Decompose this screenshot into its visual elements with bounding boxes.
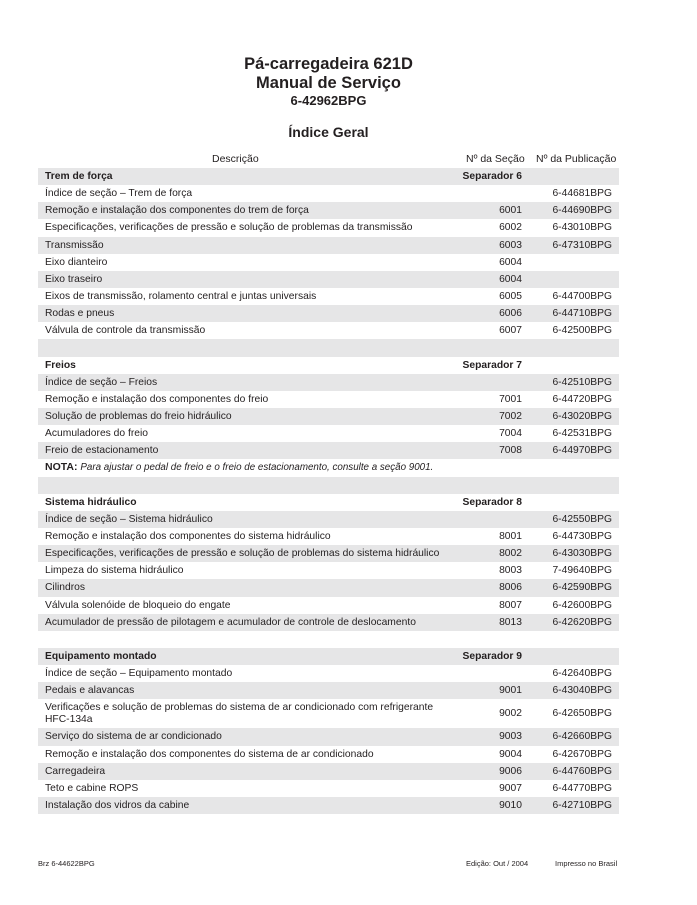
row-description: Acumulador de pressão de pilotagem e acumulador de controle de deslocamento [45,616,416,628]
row-section: 7008 [499,445,522,457]
row-section: 9010 [499,799,522,811]
row-section: 6004 [499,273,522,285]
row-publication: 6-42640BPG [552,668,612,680]
row-publication: 6-44720BPG [552,393,612,405]
table-row [38,219,619,236]
group-title: Sistema hidráulico [45,496,137,508]
row-section: 6004 [499,256,522,268]
row-section: 8003 [499,565,522,577]
column-header-publication: Nº da Publicação [536,153,617,165]
table-row [38,728,619,745]
table-row [38,746,619,763]
table-row [38,780,619,797]
table-row [38,545,619,562]
footer-document-code: Brz 6-44622BPG [38,859,95,868]
table-row [38,682,619,699]
row-description: Solução de problemas do freio hidráulico [45,410,232,422]
table-row [38,271,619,288]
row-publication: 6-42531BPG [552,428,612,440]
column-header-description: Descrição [212,153,259,165]
row-publication: 6-42600BPG [552,599,612,611]
row-publication: 6-42510BPG [552,376,612,388]
row-section: 6006 [499,308,522,320]
row-section: 6003 [499,239,522,251]
row-publication: 6-42650BPG [552,708,612,720]
row-publication: 6-44970BPG [552,445,612,457]
row-section: 9006 [499,765,522,777]
row-section: 9004 [499,748,522,760]
table-row [38,185,619,202]
row-publication: 6-42670BPG [552,748,612,760]
row-publication: 6-43030BPG [552,548,612,560]
row-description: Índice de seção – Equipamento montado [45,668,233,680]
row-section: 8007 [499,599,522,611]
table-row [38,699,619,728]
document-subtitle: Manual de Serviço [256,74,401,92]
row-publication: 6-43020BPG [552,410,612,422]
group-header-row [38,494,619,511]
row-publication: 6-42590BPG [552,582,612,594]
row-section: 7002 [499,410,522,422]
row-publication: 6-42660BPG [552,731,612,743]
footer-printed: Impresso no Brasil [555,859,618,868]
table-row [38,305,619,322]
row-description: Rodas e pneus [45,308,115,320]
row-publication: 6-42500BPG [552,325,612,337]
group-title: Trem de força [45,171,113,182]
table-row [38,511,619,528]
row-description [45,702,433,725]
row-description: Válvula de controle da transmissão [45,325,206,337]
row-section: 8013 [499,616,522,628]
row-publication: 6-44681BPG [552,188,612,200]
table-row [38,614,619,631]
group-header-row [38,648,619,665]
table-row [38,442,619,459]
row-description-line2: HFC-134a [45,713,93,725]
table-row [38,763,619,780]
row-description: Pedais e alavancas [45,685,135,697]
group-header-row [38,357,619,374]
spacer-row [38,631,619,648]
document-title: Pá-carregadeira 621D [244,55,413,73]
row-publication: 6-44770BPG [552,782,612,794]
row-publication: 6-44730BPG [552,530,612,542]
row-description: Remoção e instalação dos componentes do trem de força [45,205,309,217]
spacer-row [38,339,619,356]
group-separator: Separador 6 [462,171,522,182]
row-description: Eixos de transmissão, rolamento central e juntas universais [45,290,317,302]
row-publication: 6-47310BPG [552,239,612,251]
group-header-row [38,168,619,185]
row-section: 9001 [499,685,522,697]
group-title: Equipamento montado [45,650,157,662]
row-publication: 6-44700BPG [552,290,612,302]
table-row [38,288,619,305]
row-section: 9003 [499,731,522,743]
row-section: 9002 [499,708,522,720]
table-row [38,597,619,614]
row-description: Índice de seção – Freios [45,376,158,388]
row-description-line1: Verificações e solução de problemas do sistema de ar condicionado com refrigerante [45,702,434,714]
row-description: Especificações, verificações de pressão e solução de problemas do sistema hidráulico [45,548,440,560]
table-row [38,322,619,339]
row-section: 7001 [499,393,522,405]
row-publication: 6-42710BPG [552,799,612,811]
table-row [38,254,619,271]
row-section: 8002 [499,548,522,560]
row-publication: 6-44760BPG [552,765,612,777]
row-description: Remoção e instalação dos componentes do sistema de ar condicionado [45,748,374,760]
row-description: Carregadeira [45,765,106,777]
row-description: Acumuladores do freio [45,428,149,440]
row-publication: 6-42620BPG [552,616,612,628]
group-separator: Separador 8 [462,496,522,508]
row-description: Serviço do sistema de ar condicionado [45,731,222,743]
table-row [38,237,619,254]
document-title-block [0,55,657,108]
table-header [38,153,619,167]
row-description: Válvula solenóide de bloqueio do engate [45,599,231,611]
footer-edition: Edição: Out / 2004 [466,859,529,868]
row-description: Índice de seção – Sistema hidráulico [45,513,213,525]
row-description: Remoção e instalação dos componentes do sistema hidráulico [45,530,331,542]
note-row [38,459,619,476]
row-description: Eixo dianteiro [45,256,108,268]
table-row [38,391,619,408]
column-header-section: Nº da Seção [466,153,525,165]
row-publication: 6-44690BPG [552,205,612,217]
spacer-row [38,477,619,494]
row-description: Cilindros [45,582,86,594]
group-title: Freios [45,359,76,371]
document-number: 6-42962BPG [290,93,367,108]
table-row [38,408,619,425]
table-row [38,797,619,814]
row-section: 7004 [499,428,522,440]
row-publication: 6-43010BPG [552,222,612,234]
row-description: Instalação dos vidros da cabine [45,799,190,811]
row-publication: 6-42550BPG [552,513,612,525]
row-section: 8006 [499,582,522,594]
row-description: Transmissão [45,239,104,251]
table-row [38,528,619,545]
row-section: 9007 [499,782,522,794]
table-row [38,562,619,579]
index-title: Índice Geral [288,124,369,140]
row-description: Teto e cabine ROPS [45,782,139,794]
table-row [38,425,619,442]
note [45,459,433,476]
row-description: Remoção e instalação dos componentes do freio [45,393,269,405]
table-row [38,374,619,391]
row-publication: 7-49640BPG [552,565,612,577]
row-section: 6001 [499,205,522,217]
row-publication: 6-44710BPG [552,308,612,320]
row-description: Freio de estacionamento [45,445,159,457]
index-table [38,168,619,814]
row-publication: 6-43040BPG [552,685,612,697]
note-label: NOTA: [45,461,78,474]
note-text: Para ajustar o pedal de freio e o freio de estacionamento, consulte a seção 9001. [80,462,434,474]
row-description: Índice de seção – Trem de força [45,188,193,200]
row-section: 6002 [499,222,522,234]
table-row [38,579,619,596]
row-description: Eixo traseiro [45,273,103,285]
group-separator: Separador 9 [462,650,522,662]
row-section: 6005 [499,290,522,302]
row-section: 6007 [499,325,522,337]
row-description: Especificações, verificações de pressão e solução de problemas da transmissão [45,222,413,234]
table-row [38,202,619,219]
group-separator: Separador 7 [462,359,522,371]
table-row [38,665,619,682]
row-description: Limpeza do sistema hidráulico [45,565,184,577]
row-section: 8001 [499,530,522,542]
